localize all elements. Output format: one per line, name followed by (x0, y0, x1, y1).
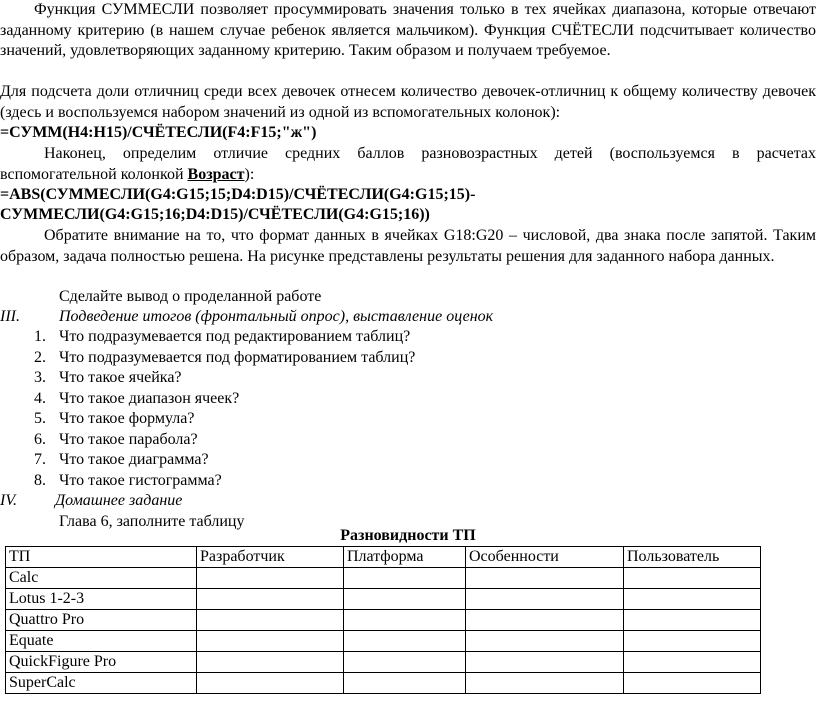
list-item-text: Что такое ячейка? (59, 369, 182, 386)
formula-age-difference-line1: =ABS(СУММЕСЛИ(G4:G15;15;D4:D15)/СЧЁТЕСЛИ(G4:G15;15)- (0, 186, 476, 203)
table-cell: QuickFigure Pro (6, 652, 197, 673)
list-item-number: 2. (34, 349, 46, 366)
section-homework-title: Домашнее задание (55, 492, 183, 509)
list-item-text: Что такое формула? (59, 410, 195, 427)
table-row (6, 610, 761, 631)
table-cell (624, 610, 761, 631)
table-cell: Calc (6, 568, 197, 589)
table-cell (197, 610, 344, 631)
list-item-text: Что подразумевается под редактированием таблиц? (59, 328, 411, 345)
paragraph-girls-share: Для подсчета доли отличниц среди всех девочек отнесем количество девочек-отличниц к общему количеству девочек (здесь и воспользуемся набором значений из одной из вспомогательных колонок): (0, 83, 816, 121)
table-cell: Quattro Pro (6, 610, 197, 631)
list-item-text: Что подразумевается под форматированием таблиц? (59, 349, 416, 366)
table-header-cell: Особенности (466, 547, 624, 568)
table-cell (466, 631, 624, 652)
list-item-number: 7. (34, 451, 46, 468)
table-header-cell: Пользователь (624, 547, 761, 568)
table-cell (624, 631, 761, 652)
table-header-cell: Разработчик (197, 547, 344, 568)
table-cell (197, 652, 344, 673)
list-item-number: 1. (34, 328, 46, 345)
table-row (6, 568, 761, 589)
list-item-text: Что такое диапазон ячеек? (59, 390, 240, 407)
paragraph-age-difference-end: ): (244, 165, 255, 183)
table-cell (624, 673, 761, 694)
list-item-number: 4. (34, 390, 46, 407)
table-cell: Equate (6, 631, 197, 652)
section-summary-numeral: III. (0, 308, 20, 325)
list-item-text: Что такое диаграмма? (59, 451, 209, 468)
table-cell (466, 589, 624, 610)
list-item-number: 6. (34, 431, 46, 448)
table-cell (197, 568, 344, 589)
table-cell (344, 631, 466, 652)
table-header-cell: Платформа (344, 547, 466, 568)
table-cell (197, 589, 344, 610)
table-cell (197, 673, 344, 694)
list-item-number: 3. (34, 369, 46, 386)
table-header-row (6, 547, 761, 568)
list-item-number: 8. (34, 472, 46, 489)
section-homework-numeral: IV. (0, 492, 18, 509)
table-caption: Разновидности ТП (340, 527, 476, 544)
paragraph-sumif-explanation: Функция СУММЕСЛИ позволяет просуммировать значения только в тех ячейках диапазона, которые отвечают заданному критерию (в нашем случае ребенок является мальчиком). Функция СЧЁТЕСЛИ подсчитывает количество значений, удовлетворяющих заданному критерию. Таким образом и получаем требуемое. (0, 1, 816, 59)
table-cell (344, 673, 466, 694)
section-summary-title: Подведение итогов (фронтальный опрос), выставление оценок (59, 308, 494, 325)
age-column-reference: Возраст (187, 165, 245, 183)
table-cell (624, 589, 761, 610)
table-cell (466, 673, 624, 694)
table-cell (197, 631, 344, 652)
formula-girls-share: =СУММ(H4:H15)/СЧЁТЕСЛИ(F4:F15;"ж") (0, 124, 317, 141)
paragraph-format-note: Обратите внимание на то, что формат данных в ячейках G18:G20 – числовой, два знака после запятой. Таким образом, задача полностью решена. На рисунке представлены результаты решения для заданного набора данных. (0, 227, 816, 265)
formula-age-difference-line2: СУММЕСЛИ(G4:G15;16;D4:D15)/СЧЁТЕСЛИ(G4:G15;16)) (0, 206, 430, 223)
table-cell (344, 568, 466, 589)
table-cell (344, 652, 466, 673)
table-cell: SuperCalc (6, 673, 197, 694)
table-row (6, 631, 761, 652)
table-cell (624, 568, 761, 589)
table-row (6, 652, 761, 673)
table-cell (624, 652, 761, 673)
table-cell (466, 652, 624, 673)
list-item-number: 5. (34, 410, 46, 427)
paragraph-age-difference (0, 144, 816, 185)
list-item-text: Что такое гистограмма? (59, 472, 222, 489)
paragraph-age-difference-text: Наконец, определим отличие средних баллов разновозрастных детей (воспользуемся в расчетах вспомогательной колонкой (0, 145, 816, 183)
spreadsheet-types-table (5, 546, 761, 694)
paragraph-conclusion: Сделайте вывод о проделанной работе (59, 288, 322, 305)
table-cell (344, 610, 466, 631)
table-header-cell: ТП (6, 547, 197, 568)
table-cell: Lotus 1-2-3 (6, 589, 197, 610)
table-row (6, 673, 761, 694)
table-cell (466, 610, 624, 631)
table-row (6, 589, 761, 610)
table-cell (466, 568, 624, 589)
table-cell (344, 589, 466, 610)
list-item-text: Что такое парабола? (59, 431, 198, 448)
homework-task: Глава 6, заполните таблицу (59, 513, 245, 530)
